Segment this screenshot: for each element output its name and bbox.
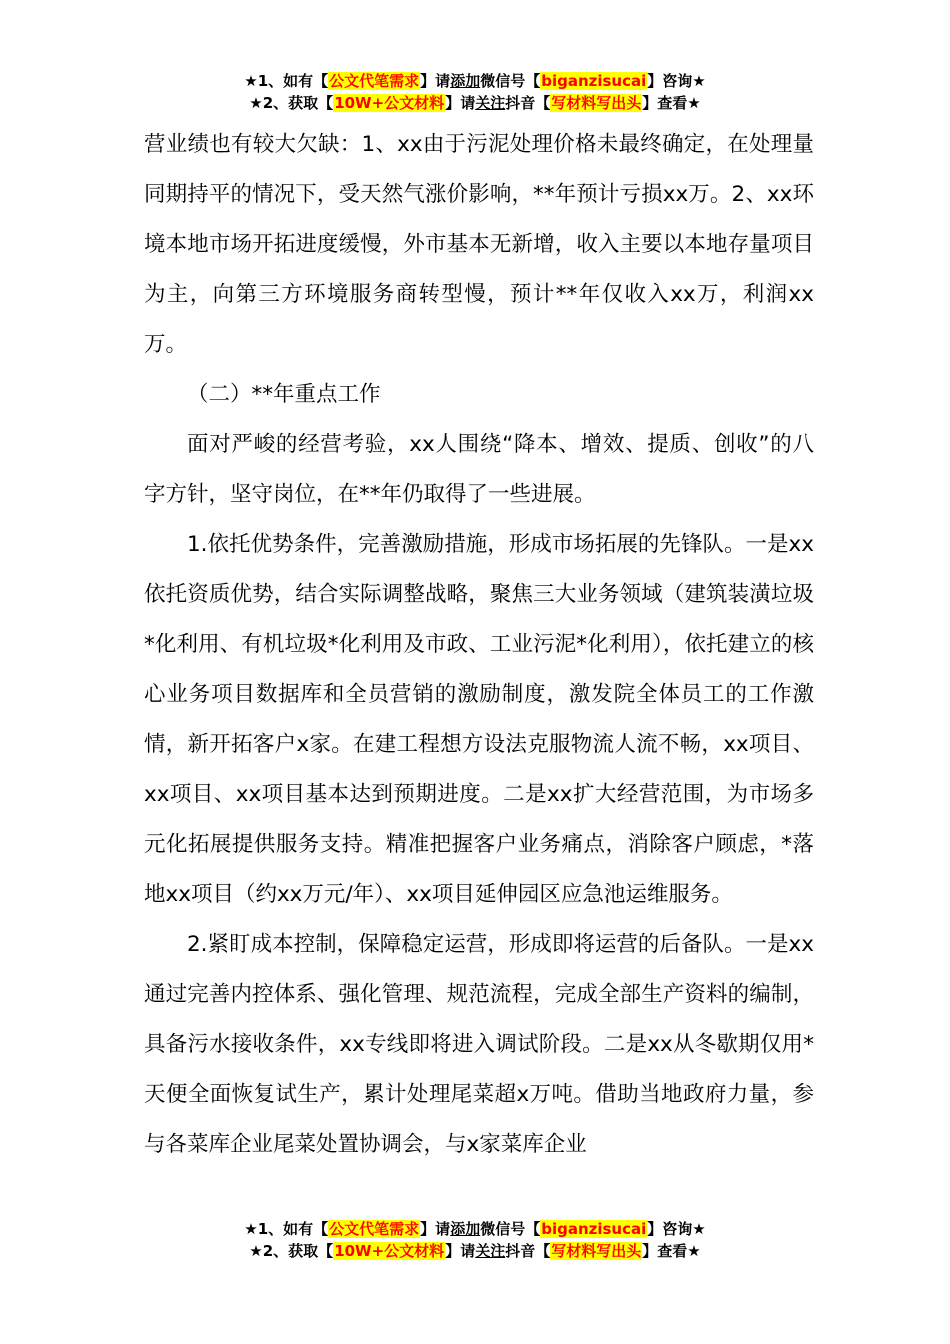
banner-text: 抖音【 xyxy=(505,94,551,112)
banner-highlight-douyin: 写材料写出头 xyxy=(551,94,642,112)
banner-text: 微信号【 xyxy=(480,1220,541,1238)
bottom-banner xyxy=(0,1218,950,1262)
banner-underlined-text: 添加 xyxy=(450,1220,481,1238)
banner-text: ★1、如有【 xyxy=(244,72,329,90)
paragraph-intro: 面对严峻的经营考验，xx人围绕“降本、增效、提质、创收”的八字方针，坚守岗位，在**年仍取得了一些进展。 xyxy=(144,432,814,507)
banner-text: 】查看★ xyxy=(642,94,701,112)
paragraph-continuation: 营业绩也有较大欠缺：1、xx由于污泥处理价格未最终确定，在处理量同期持平的情况下，受天然气涨价影响，**年预计亏损xx万。2、xx环境本地市场开拓进度缓慢，外市基本无新增，收入主要以本地存量项目为主，向第三方环境服务商转型慢，预计**年仅收入xx万，利润xx万。 xyxy=(144,132,814,357)
banner-underlined-text: 关注 xyxy=(475,94,506,112)
banner-underlined-text: 关注 xyxy=(475,1242,506,1260)
banner-text: ★2、获取【 xyxy=(249,1242,334,1260)
banner-text: 】请 xyxy=(445,94,476,112)
banner-text: ★2、获取【 xyxy=(249,94,334,112)
banner-highlight-materials: 10W+公文材料 xyxy=(334,1242,445,1260)
banner-text: 】请 xyxy=(420,72,451,90)
paragraph-item-2: 2.紧盯成本控制，保障稳定运营，形成即将运营的后备队。一是xx通过完善内控体系、强化管理、规范流程，完成全部生产资料的编制，具备污水接收条件，xx专线即将进入调试阶段。二是xx从冬歇期仅用*天便全面恢复试生产，累计处理尾菜超x万吨。借助当地政府力量，参与各菜库企业尾菜处置协调会，与x家菜库企业 xyxy=(144,932,814,1157)
banner-highlight-service: 公文代笔需求 xyxy=(329,72,420,90)
banner-text: ★1、如有【 xyxy=(244,1220,329,1238)
banner-line-2 xyxy=(0,1240,950,1262)
section-heading: （二）**年重点工作 xyxy=(187,382,381,407)
banner-line-1 xyxy=(0,1218,950,1240)
banner-text: 抖音【 xyxy=(505,1242,551,1260)
banner-text: 】咨询★ xyxy=(647,1220,706,1238)
banner-highlight-wechat: biganzisucai xyxy=(541,1220,647,1238)
banner-highlight-douyin: 写材料写出头 xyxy=(551,1242,642,1260)
banner-text: 】查看★ xyxy=(642,1242,701,1260)
document-body xyxy=(144,120,814,1170)
banner-line-2 xyxy=(0,92,950,114)
banner-text: 】请 xyxy=(445,1242,476,1260)
banner-highlight-service: 公文代笔需求 xyxy=(329,1220,420,1238)
banner-highlight-materials: 10W+公文材料 xyxy=(334,94,445,112)
banner-underlined-text: 添加 xyxy=(450,72,481,90)
banner-text: 】咨询★ xyxy=(647,72,706,90)
paragraph-item-1: 1.依托优势条件，完善激励措施，形成市场拓展的先锋队。一是xx依托资质优势，结合实际调整战略，聚焦三大业务领域（建筑装潢垃圾*化利用、有机垃圾*化利用及市政、工业污泥*化利用），依托建立的核心业务项目数据库和全员营销的激励制度，激发院全体员工的工作激情，新开拓客户x家。在建工程想方设法克服物流人流不畅，xx项目、xx项目、xx项目基本达到预期进度。二是xx扩大经营范围，为市场多元化拓展提供服务支持。精准把握客户业务痛点，消除客户顾虑，*落地xx项目（约xx万元/年）、xx项目延伸园区应急池运维服务。 xyxy=(144,532,814,907)
banner-highlight-wechat: biganzisucai xyxy=(541,72,647,90)
banner-text: 】请 xyxy=(420,1220,451,1238)
top-banner xyxy=(0,70,950,114)
banner-text: 微信号【 xyxy=(480,72,541,90)
banner-line-1 xyxy=(0,70,950,92)
